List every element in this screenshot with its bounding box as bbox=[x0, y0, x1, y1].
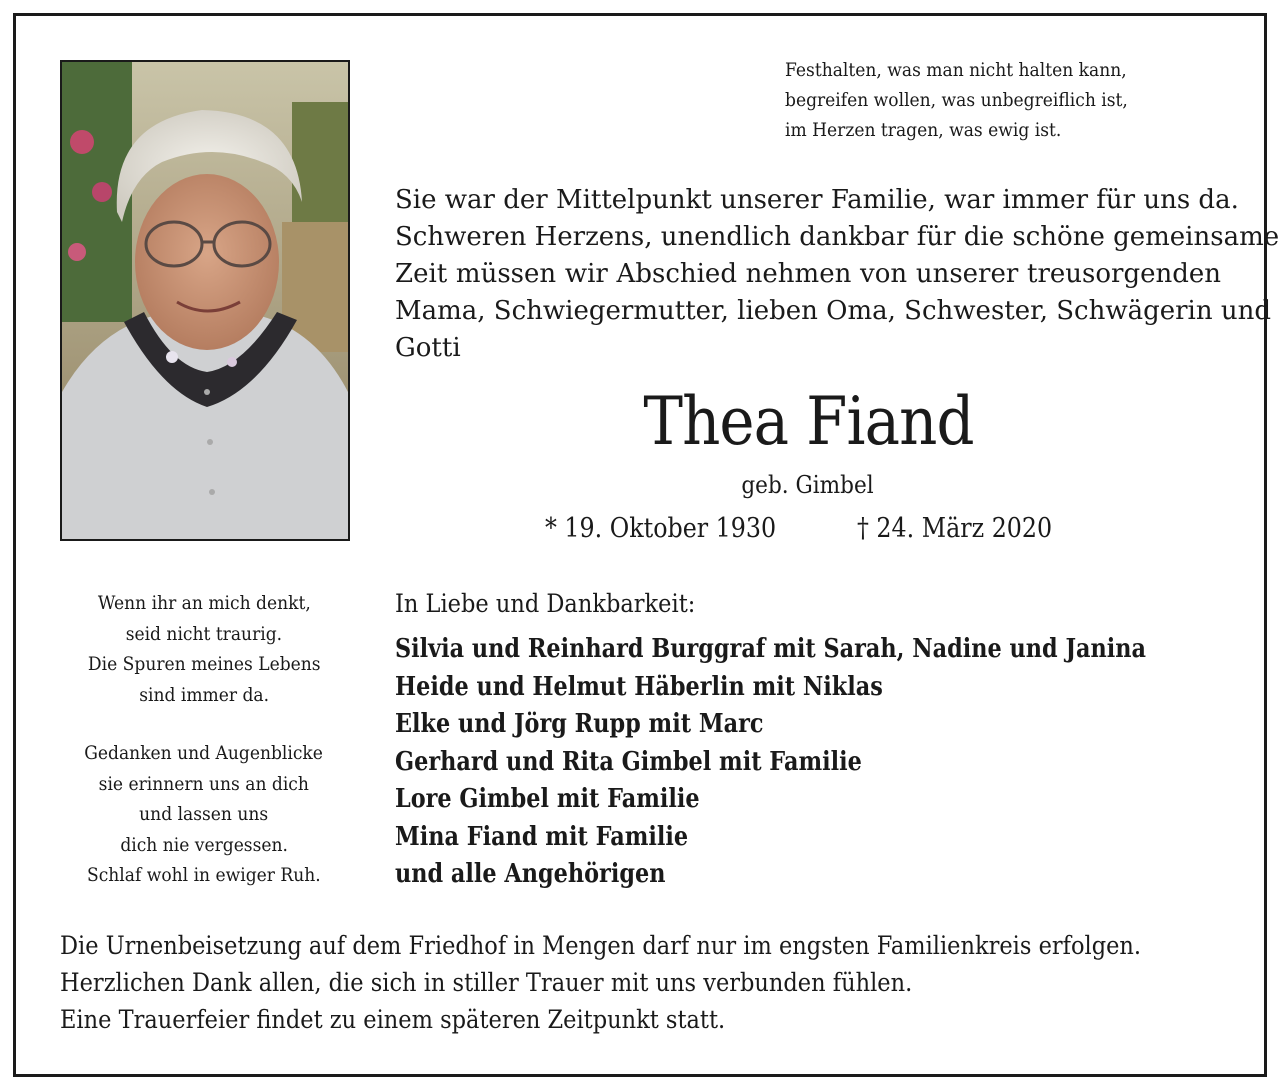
poem-line: Die Spuren meines Lebens bbox=[87, 653, 321, 675]
intro-line: Sie war der Mittelpunkt unserer Familie, war immer für uns da. bbox=[395, 185, 1239, 215]
motto-line: im Herzen tragen, was ewig ist. bbox=[785, 119, 1062, 141]
poem-line: und lassen uns bbox=[139, 803, 269, 825]
mourner-entry: Mina Fiand mit Familie bbox=[395, 821, 689, 852]
mourner-entry: Gerhard und Rita Gimbel mit Familie bbox=[395, 746, 862, 777]
birth-date: * 19. Oktober 1930 bbox=[545, 513, 777, 544]
death-date: † 24. März 2020 bbox=[857, 513, 1053, 544]
maiden-name bbox=[395, 470, 1221, 500]
thanks-intro: In Liebe und Dankbarkeit: bbox=[395, 589, 696, 618]
deceased-name bbox=[395, 382, 1221, 462]
intro-text bbox=[395, 182, 1280, 367]
footer-line: Die Urnenbeisetzung auf dem Friedhof in Mengen darf nur im engsten Familienkreis erfolgen. bbox=[60, 931, 1142, 960]
portrait-photo bbox=[60, 60, 350, 541]
footer-notice bbox=[60, 927, 1230, 1038]
mourner-entry: Lore Gimbel mit Familie bbox=[395, 784, 700, 814]
mourner-entry: Heide und Helmut Häberlin mit Niklas bbox=[395, 671, 883, 702]
top-motto bbox=[785, 55, 1181, 145]
poem-line: Gedanken und Augenblicke bbox=[84, 742, 324, 764]
intro-line: Gotti bbox=[395, 333, 461, 363]
mourner-entry: und alle Angehörigen bbox=[395, 859, 666, 889]
maiden-name-text: geb. Gimbel bbox=[741, 471, 875, 499]
poem-line: dich nie vergessen. bbox=[120, 833, 288, 856]
intro-line: Schweren Herzens, unendlich dankbar für die schöne gemeinsame bbox=[395, 222, 1280, 252]
motto-line: Festhalten, was man nicht halten kann, bbox=[785, 59, 1127, 81]
poem-line: Schlaf wohl in ewiger Ruh. bbox=[87, 864, 321, 886]
intro-line: Mama, Schwiegermutter, lieben Oma, Schwester, Schwägerin und bbox=[395, 296, 1272, 326]
portrait-image bbox=[62, 62, 348, 539]
stanza-gap bbox=[60, 710, 348, 738]
intro-line: Zeit müssen wir Abschied nehmen von unserer treusorgenden bbox=[395, 259, 1221, 289]
mourner-entry: Elke und Jörg Rupp mit Marc bbox=[395, 709, 764, 739]
mourners-list bbox=[395, 631, 1268, 894]
poem bbox=[60, 588, 348, 891]
poem-line: sind immer da. bbox=[139, 683, 269, 706]
mourner-entry: Silvia und Reinhard Burggraf mit Sarah, Nadine und Janina bbox=[395, 634, 1147, 664]
motto-line: begreifen wollen, was unbegreiflich ist, bbox=[785, 89, 1128, 111]
deceased-name-text: Thea Fiand bbox=[642, 383, 974, 460]
poem-line: sie erinnern uns an dich bbox=[98, 772, 310, 795]
poem-line: seid nicht traurig. bbox=[125, 622, 283, 645]
footer-line: Herzlichen Dank allen, die sich in stiller Trauer mit uns verbunden fühlen. bbox=[60, 968, 913, 997]
poem-line: Wenn ihr an mich denkt, bbox=[97, 592, 311, 614]
footer-line: Eine Trauerfeier findet zu einem späteren Zeitpunkt statt. bbox=[60, 1005, 726, 1034]
